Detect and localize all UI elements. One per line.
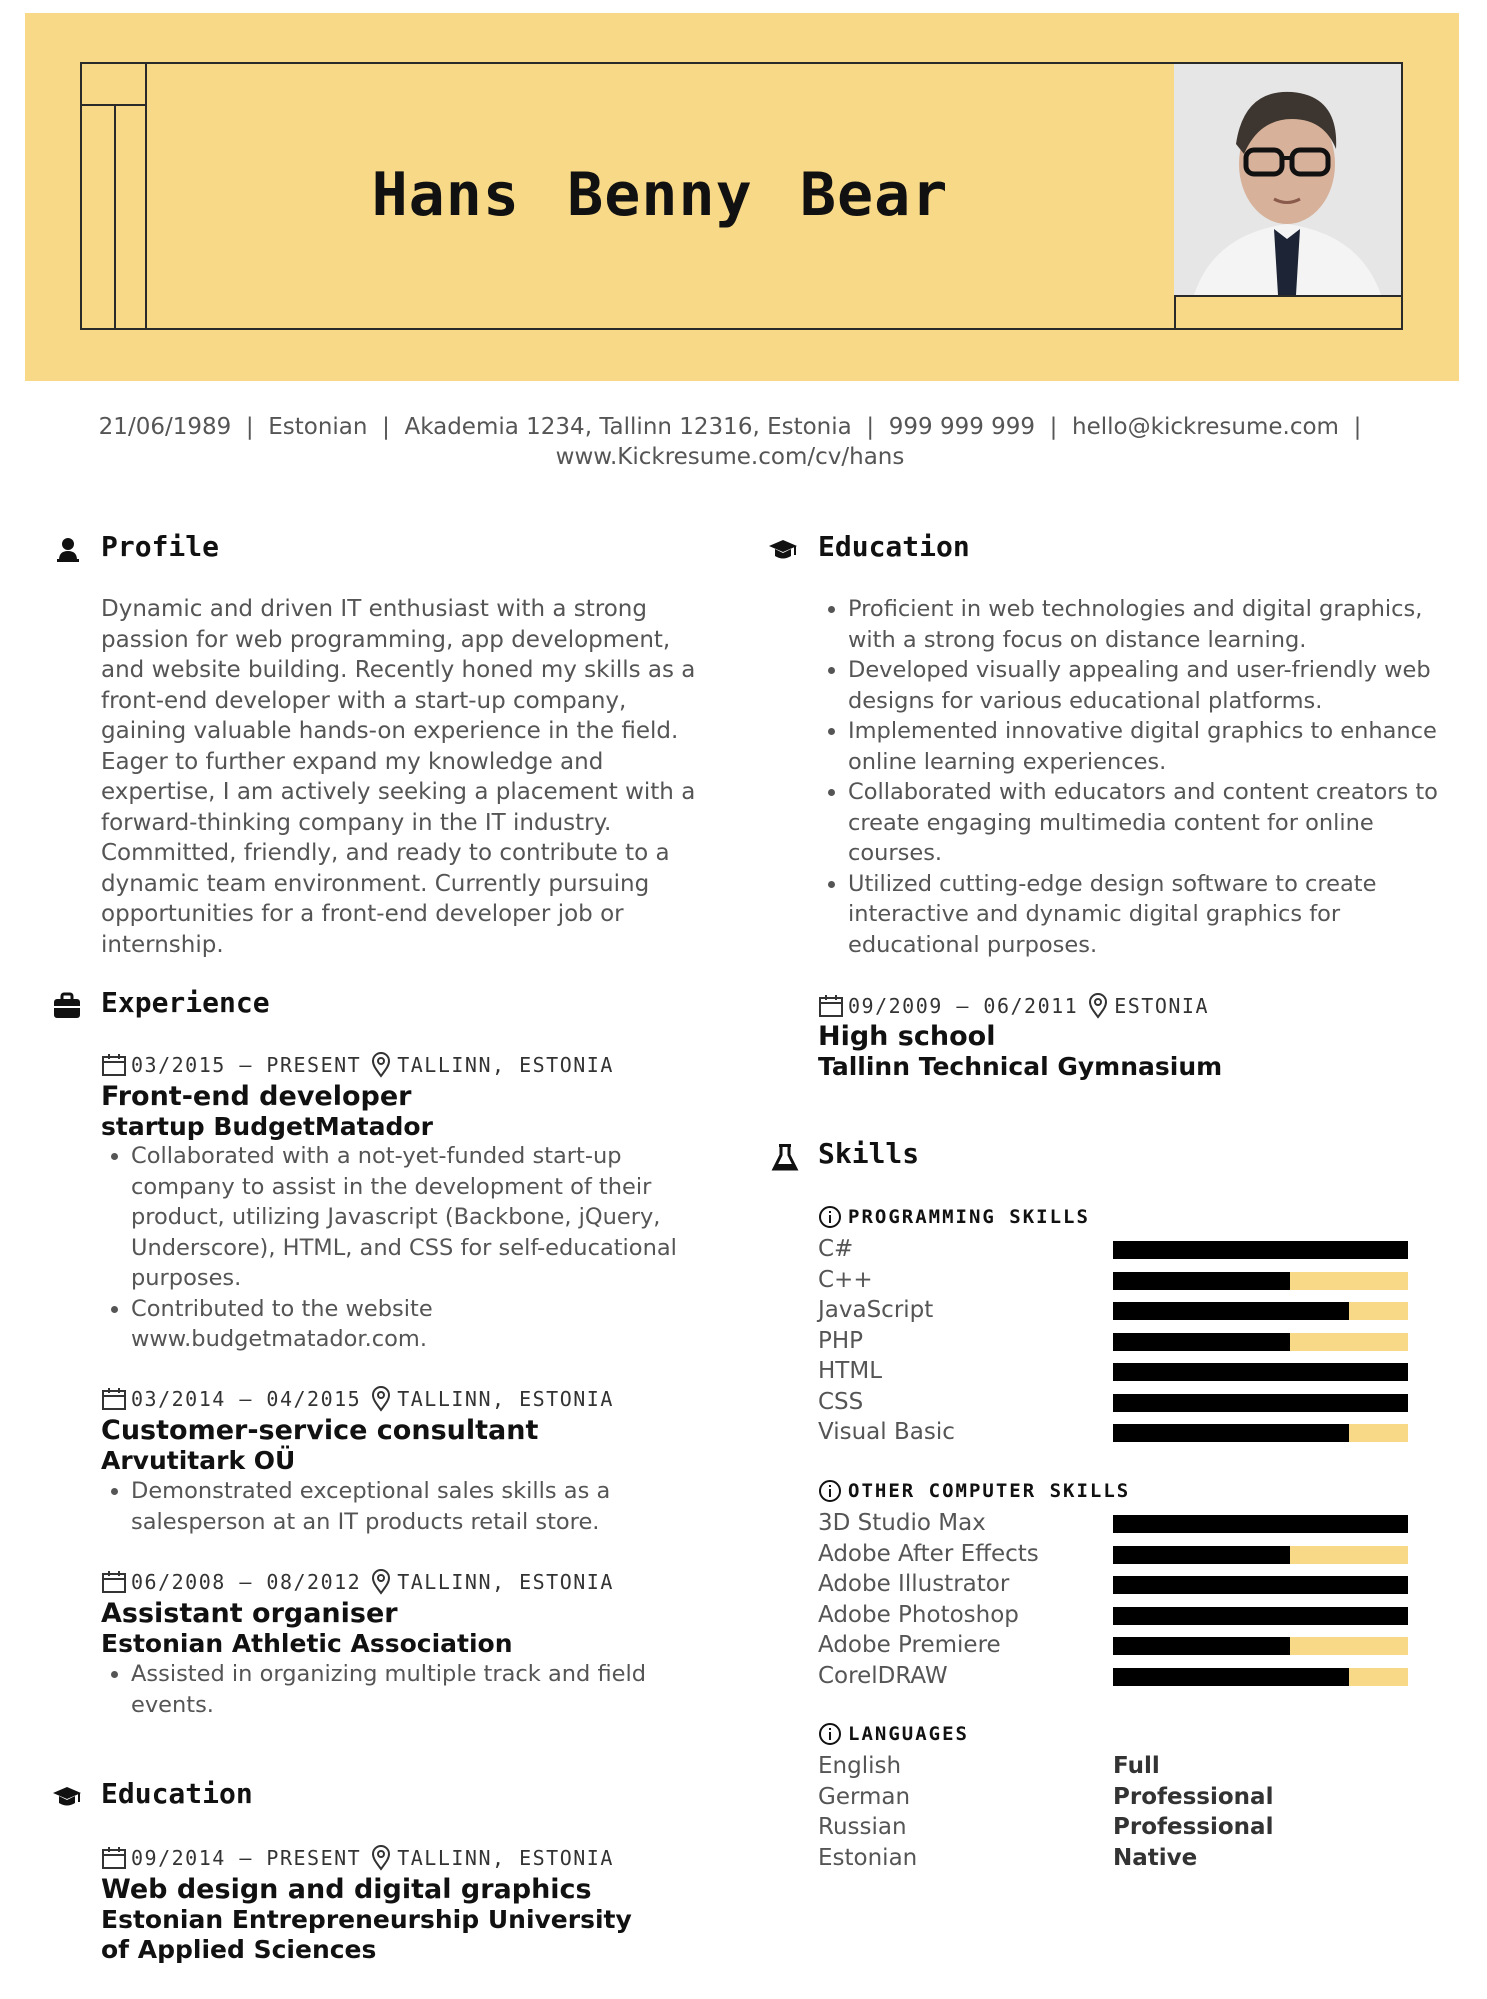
skill-level-fill bbox=[1113, 1333, 1290, 1351]
skill-row bbox=[818, 1234, 1408, 1265]
other-skills-label: OTHER COMPUTER SKILLS bbox=[848, 1480, 1131, 1502]
location-pin-icon bbox=[369, 1569, 393, 1595]
skill-level-bar bbox=[1113, 1546, 1408, 1564]
skill-level-fill bbox=[1113, 1424, 1349, 1442]
skill-level-bar bbox=[1113, 1576, 1408, 1594]
skill-row bbox=[818, 1569, 1408, 1600]
skill-level-bar bbox=[1113, 1607, 1408, 1625]
skill-row bbox=[818, 1326, 1408, 1357]
education-left-school: Estonian Entrepreneurship University of Applied Sciences bbox=[101, 1905, 632, 1964]
skill-level-fill bbox=[1113, 1637, 1290, 1655]
contact-website[interactable]: www.Kickresume.com/cv/hans bbox=[555, 444, 905, 470]
job-3-location: TALLINN, ESTONIA bbox=[397, 1570, 614, 1594]
job-3-meta bbox=[101, 1569, 614, 1595]
skill-level-fill bbox=[1113, 1515, 1408, 1533]
skill-level-bar bbox=[1113, 1272, 1408, 1290]
calendar-icon bbox=[101, 1570, 127, 1594]
skill-name: C++ bbox=[818, 1266, 873, 1293]
skill-level-bar bbox=[1113, 1302, 1408, 1320]
info-icon bbox=[818, 1479, 842, 1503]
list-item: • Proficient in web technologies and digital graphics, with a strong focus on distance learning. bbox=[848, 594, 1448, 655]
programming-skills-heading bbox=[818, 1205, 1090, 1229]
education-left-meta bbox=[101, 1845, 614, 1871]
skill-level-bar bbox=[1113, 1668, 1408, 1686]
languages-label: LANGUAGES bbox=[848, 1723, 969, 1745]
job-2-title: Customer-service consultant bbox=[101, 1415, 539, 1446]
skill-row bbox=[818, 1265, 1408, 1296]
job-2-dates: 03/2014 – 04/2015 bbox=[131, 1387, 362, 1411]
graduation-cap-icon bbox=[768, 535, 798, 569]
language-row bbox=[818, 1843, 1408, 1874]
skill-level-fill bbox=[1113, 1272, 1290, 1290]
education-right-degree: High school bbox=[818, 1021, 996, 1052]
job-2-meta bbox=[101, 1386, 614, 1412]
language-level: Professional bbox=[1113, 1814, 1274, 1840]
skill-row bbox=[818, 1508, 1408, 1539]
skill-row bbox=[818, 1417, 1408, 1448]
education-right-school: Tallinn Technical Gymnasium bbox=[818, 1052, 1223, 1081]
language-name: Estonian bbox=[818, 1844, 918, 1871]
skill-level-bar bbox=[1113, 1394, 1408, 1412]
skill-level-bar bbox=[1113, 1515, 1408, 1533]
list-item: • Developed visually appealing and user-friendly web designs for various educational platforms. bbox=[848, 655, 1448, 716]
skill-name: PHP bbox=[818, 1327, 864, 1354]
skill-row bbox=[818, 1661, 1408, 1692]
calendar-icon bbox=[101, 1053, 127, 1077]
skill-level-fill bbox=[1113, 1241, 1408, 1259]
skill-name: Adobe After Effects bbox=[818, 1540, 1039, 1567]
education-right-location: ESTONIA bbox=[1114, 994, 1209, 1018]
skill-level-fill bbox=[1113, 1668, 1349, 1686]
calendar-icon bbox=[101, 1387, 127, 1411]
language-name: English bbox=[818, 1753, 902, 1779]
education-right-dates: 09/2009 – 06/2011 bbox=[848, 994, 1079, 1018]
education-right-title: Education bbox=[818, 530, 970, 563]
education-left-title: Education bbox=[101, 1777, 253, 1810]
skill-name: 3D Studio Max bbox=[818, 1510, 986, 1536]
profile-title: Profile bbox=[101, 530, 220, 563]
location-pin-icon bbox=[1086, 993, 1110, 1019]
education-left-location: TALLINN, ESTONIA bbox=[397, 1846, 614, 1870]
programming-skills-label: PROGRAMMING SKILLS bbox=[848, 1206, 1090, 1228]
info-icon bbox=[818, 1205, 842, 1229]
language-row bbox=[818, 1782, 1408, 1813]
job-2-location: TALLINN, ESTONIA bbox=[397, 1387, 614, 1411]
skill-name: HTML bbox=[818, 1358, 883, 1384]
profile-text: Dynamic and driven IT enthusiast with a strong passion for web programming, app development, and website building. Recently honed my skills as a front-end developer with a start-up company, gaining valuable hands-on experience in the field. Eager to further expand my knowledge and expertise, I am actively seeking a placement with a forward-thinking company in the IT industry. Committed, friendly, and ready to contribute to a dynamic team environment. Currently pursuing opportunities for a front-end developer job or internship. bbox=[101, 596, 696, 958]
skill-row bbox=[818, 1356, 1408, 1387]
skill-level-bar bbox=[1113, 1241, 1408, 1259]
info-icon bbox=[818, 1722, 842, 1746]
list-item: • Implemented innovative digital graphics to enhance online learning experiences. bbox=[848, 716, 1448, 777]
skill-level-bar bbox=[1113, 1424, 1408, 1442]
skill-name: CSS bbox=[818, 1388, 864, 1415]
skill-name: Adobe Illustrator bbox=[818, 1571, 1010, 1597]
list-item: • Demonstrated exceptional sales skills as a salesperson at an IT products retail store. bbox=[131, 1476, 711, 1537]
job-3-title: Assistant organiser bbox=[101, 1598, 398, 1629]
job-1-title: Front-end developer bbox=[101, 1081, 412, 1112]
language-level: Full bbox=[1113, 1753, 1160, 1779]
skill-row bbox=[818, 1630, 1408, 1661]
language-row bbox=[818, 1751, 1408, 1782]
language-name: German bbox=[818, 1783, 911, 1810]
language-row bbox=[818, 1812, 1408, 1843]
job-3-company: Estonian Athletic Association bbox=[101, 1629, 513, 1658]
job-3-bullets bbox=[101, 1659, 711, 1720]
calendar-icon bbox=[101, 1846, 127, 1870]
list-item: • Assisted in organizing multiple track and field events. bbox=[131, 1659, 711, 1720]
skill-row bbox=[818, 1600, 1408, 1631]
skill-name: Adobe Premiere bbox=[818, 1632, 1001, 1658]
skill-level-fill bbox=[1113, 1394, 1408, 1412]
skill-row bbox=[818, 1295, 1408, 1326]
education-right-meta bbox=[818, 993, 1209, 1019]
skill-level-fill bbox=[1113, 1363, 1408, 1381]
candidate-name: Hans Benny Bear bbox=[371, 160, 949, 230]
skill-level-bar bbox=[1113, 1333, 1408, 1351]
job-1-meta bbox=[101, 1052, 614, 1078]
job-1-bullets bbox=[101, 1141, 711, 1355]
contact-info bbox=[60, 412, 1400, 472]
graduation-cap-icon bbox=[52, 1782, 82, 1816]
skill-name: CorelDRAW bbox=[818, 1662, 948, 1689]
job-1-company: startup BudgetMatador bbox=[101, 1112, 433, 1141]
languages-heading bbox=[818, 1722, 969, 1746]
skills-title: Skills bbox=[818, 1137, 920, 1170]
education-right-bullets bbox=[818, 594, 1448, 960]
job-2-bullets bbox=[101, 1476, 711, 1537]
education-left-dates: 09/2014 – PRESENT bbox=[131, 1846, 362, 1870]
location-pin-icon bbox=[369, 1386, 393, 1412]
language-level: Native bbox=[1113, 1844, 1198, 1871]
skill-level-fill bbox=[1113, 1576, 1408, 1594]
list-item: • Collaborated with a not-yet-funded start-up company to assist in the development of their product, utilizing Javascript (Backbone, jQuery, Underscore), HTML, and CSS for self-educational purposes. bbox=[131, 1141, 711, 1294]
briefcase-icon bbox=[52, 991, 82, 1025]
list-item: • Contributed to the website www.budgetmatador.com. bbox=[131, 1294, 711, 1355]
skill-level-fill bbox=[1113, 1546, 1290, 1564]
job-3-dates: 06/2008 – 08/2012 bbox=[131, 1570, 362, 1594]
skill-row bbox=[818, 1539, 1408, 1570]
contact-line-1: 21/06/1989 | Estonian | Akademia 1234, Tallinn 12316, Estonia | 999 999 999 | hello@kickresume.com | bbox=[98, 414, 1362, 440]
language-name: Russian bbox=[818, 1814, 907, 1840]
skill-name: JavaScript bbox=[818, 1297, 934, 1323]
location-pin-icon bbox=[369, 1845, 393, 1871]
skill-name: Visual Basic bbox=[818, 1419, 955, 1445]
skill-row bbox=[818, 1387, 1408, 1418]
job-2-company: Arvutitark OÜ bbox=[101, 1446, 296, 1475]
job-1-dates: 03/2015 – PRESENT bbox=[131, 1053, 362, 1077]
profile-photo bbox=[1174, 64, 1401, 295]
skill-level-bar bbox=[1113, 1363, 1408, 1381]
list-item: • Collaborated with educators and content creators to create engaging multimedia content for online courses. bbox=[848, 777, 1448, 869]
list-item: • Utilized cutting-edge design software to create interactive and dynamic digital graphics for educational purposes. bbox=[848, 869, 1448, 961]
skill-level-fill bbox=[1113, 1302, 1349, 1320]
education-left-degree: Web design and digital graphics bbox=[101, 1874, 592, 1905]
language-level: Professional bbox=[1113, 1783, 1274, 1810]
calendar-icon bbox=[818, 994, 844, 1018]
job-1-location: TALLINN, ESTONIA bbox=[397, 1053, 614, 1077]
skill-level-bar bbox=[1113, 1637, 1408, 1655]
flask-icon bbox=[770, 1142, 800, 1176]
profile-icon bbox=[55, 535, 85, 569]
skill-level-fill bbox=[1113, 1607, 1408, 1625]
experience-title: Experience bbox=[101, 986, 270, 1019]
skill-name: Adobe Photoshop bbox=[818, 1601, 1019, 1628]
location-pin-icon bbox=[369, 1052, 393, 1078]
other-skills-heading bbox=[818, 1479, 1130, 1503]
skill-name: C# bbox=[818, 1236, 854, 1262]
